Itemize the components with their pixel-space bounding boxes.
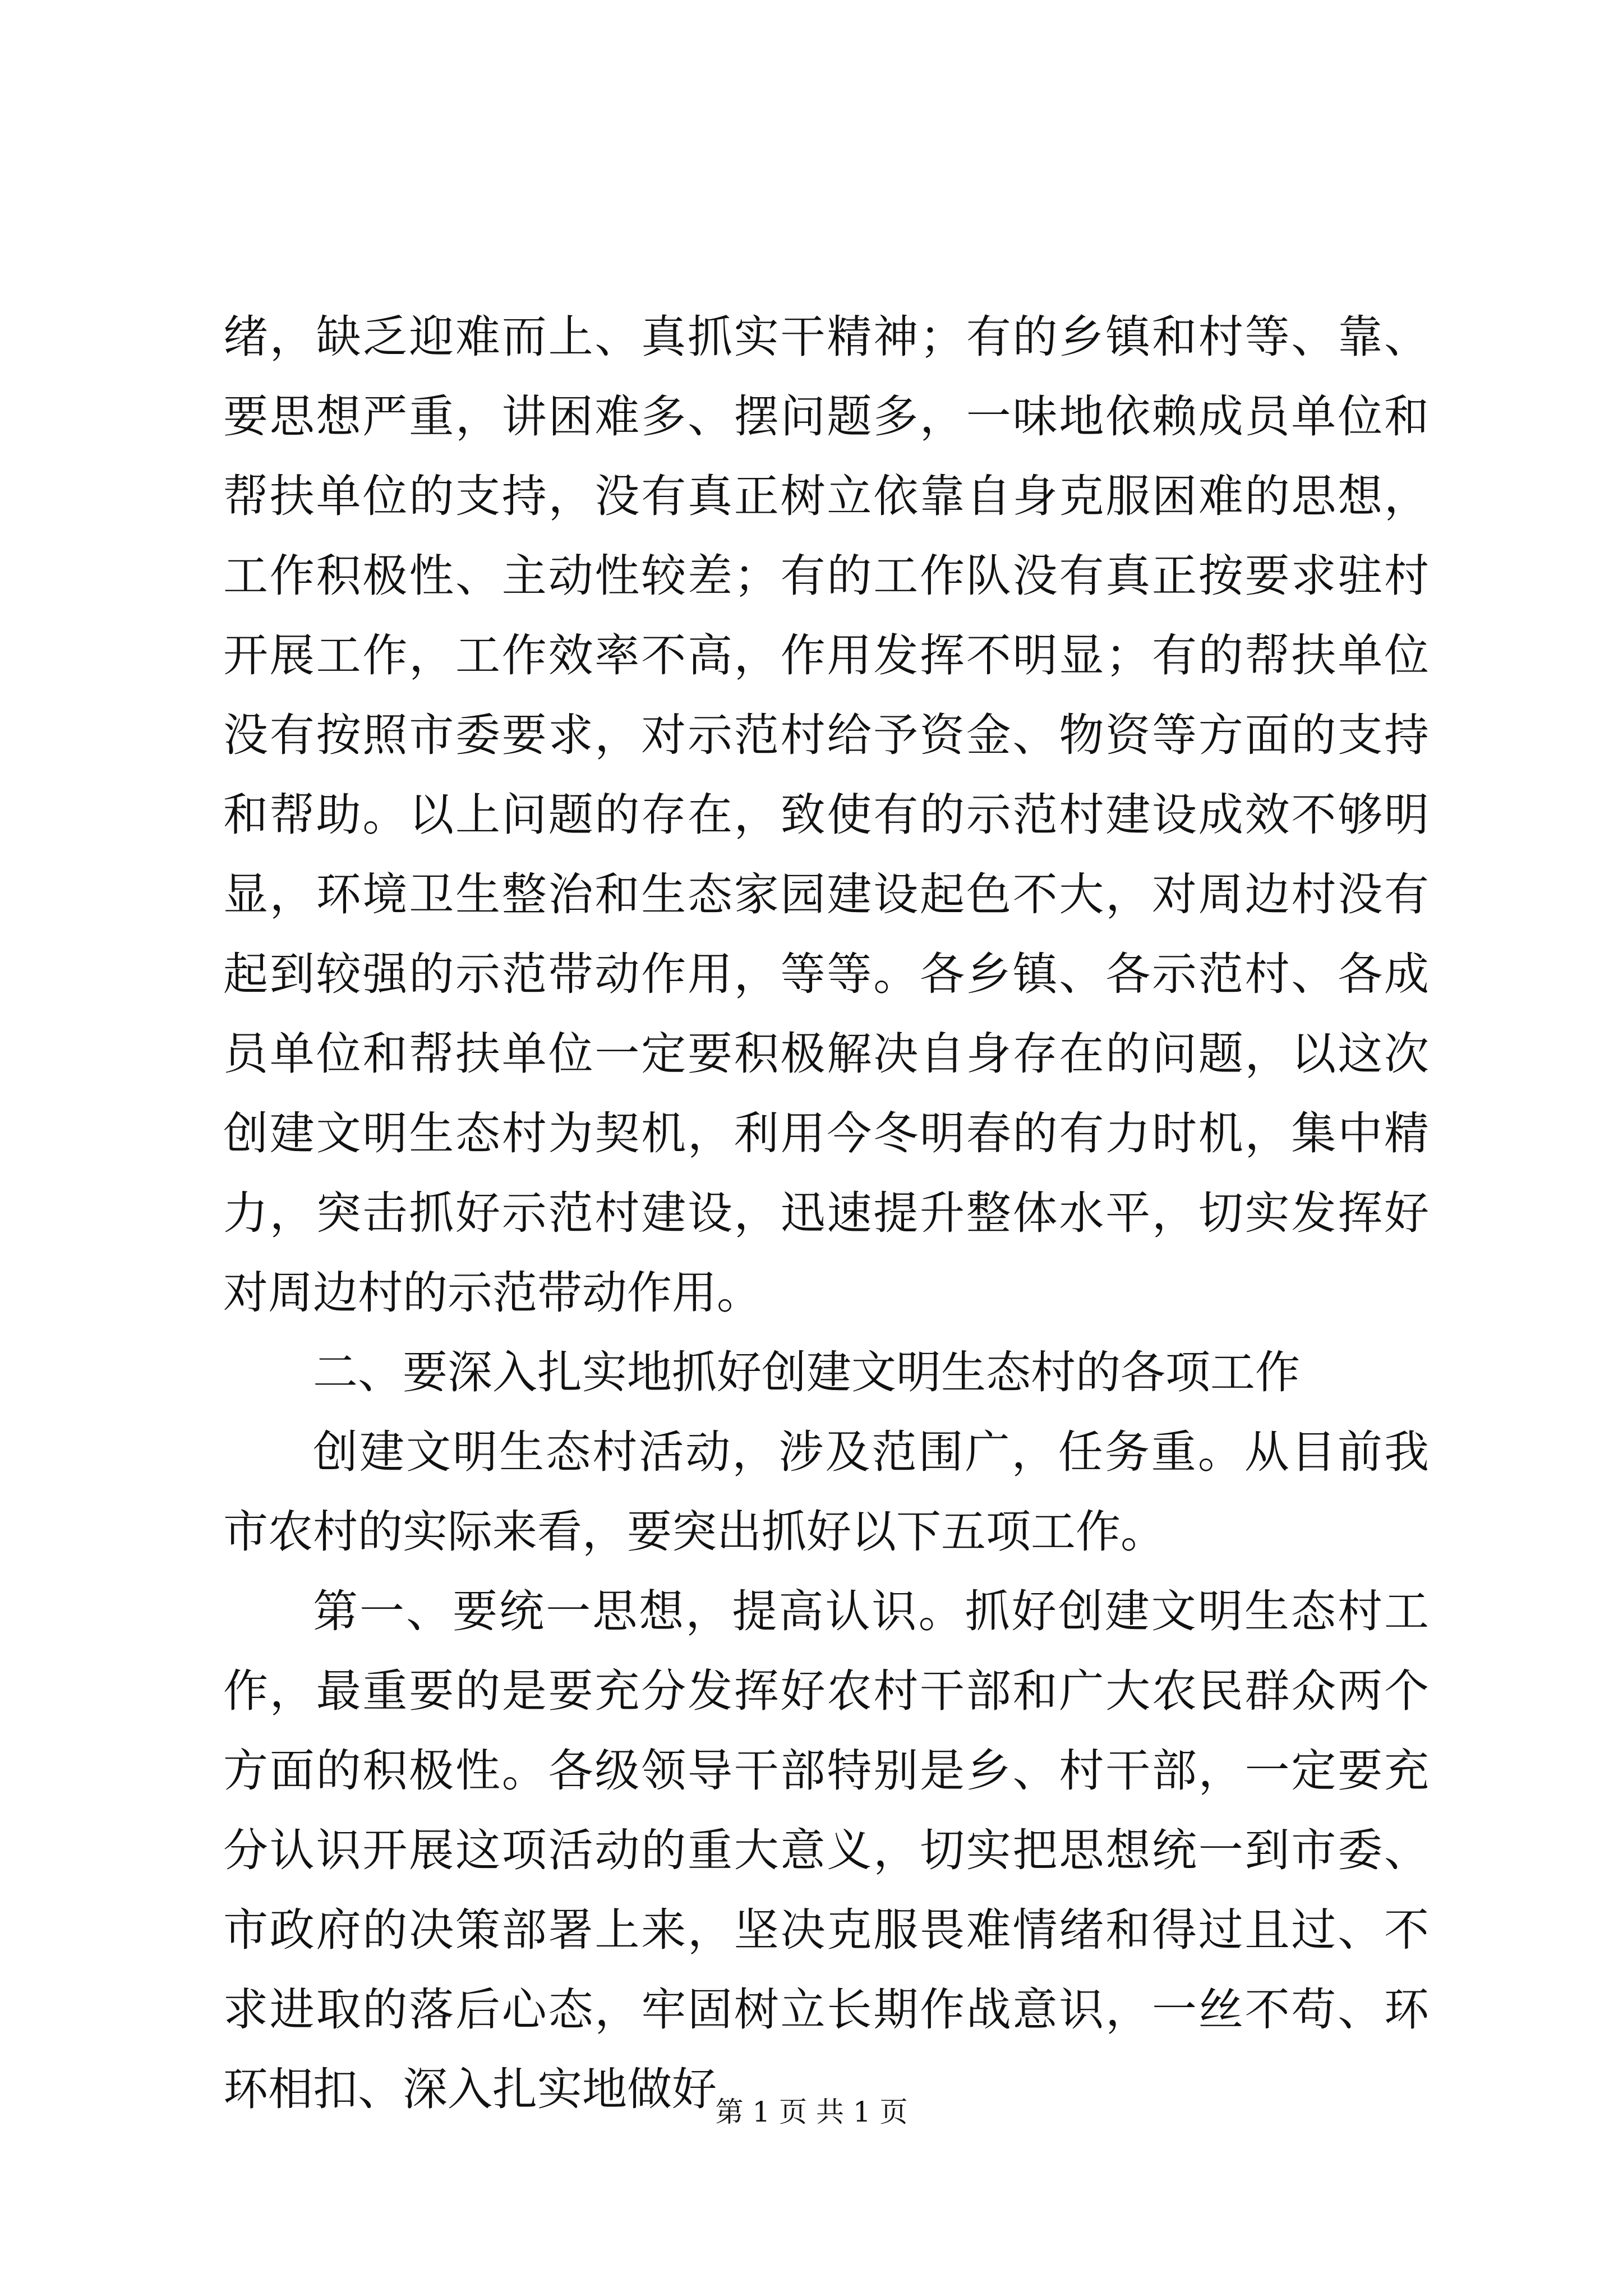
section-heading: 二、要深入扎实地抓好创建文明生态村的各项工作 <box>313 1346 1300 1398</box>
paragraph: 创建文明生态村活动，涉及范围广，任务重。从目前我市农村的实际来看，要突出抓好以下五项工作。 <box>223 1426 1429 1558</box>
paragraph: 第一、要统一思想，提高认识。抓好创建文明生态村工作，最重要的是要充分发挥好农村干部和广大农民群众两个方面的积极性。各级领导干部特别是乡、村干部，一定要充分认识开展这项活动的重大意义，切实把思想统一到市委、市政府的决策部署上来，坚决克服畏难情绪和得过且过、不求进取的落后心态，牢固树立长期作战意识，一丝不苟、环环相扣、深入扎实地做好 <box>223 1585 1429 2115</box>
document-body <box>223 297 1429 2129</box>
page-number-footer: 第 1 页 共 1 页 <box>715 2096 908 2128</box>
paragraph-continued: 绪，缺乏迎难而上、真抓实干精神；有的乡镇和村等、靠、要思想严重，讲困难多、摆问题多，一味地依赖成员单位和帮扶单位的支持，没有真正树立依靠自身克服困难的思想，工作积极性、主动性较差；有的工作队没有真正按要求驻村开展工作，工作效率不高，作用发挥不明显；有的帮扶单位没有按照市委要求，对示范村给予资金、物资等方面的支持和帮助。以上问题的存在，致使有的示范村建设成效不够明显，环境卫生整治和生态家园建设起色不大，对周边村没有起到较强的示范带动作用，等等。各乡镇、各示范村、各成员单位和帮扶单位一定要积极解决自身存在的问题，以这次创建文明生态村为契机，利用今冬明春的有力时机，集中精力，突击抓好示范村建设，迅速提升整体水平，切实发挥好对周边村的示范带动作用。 <box>223 311 1429 1319</box>
